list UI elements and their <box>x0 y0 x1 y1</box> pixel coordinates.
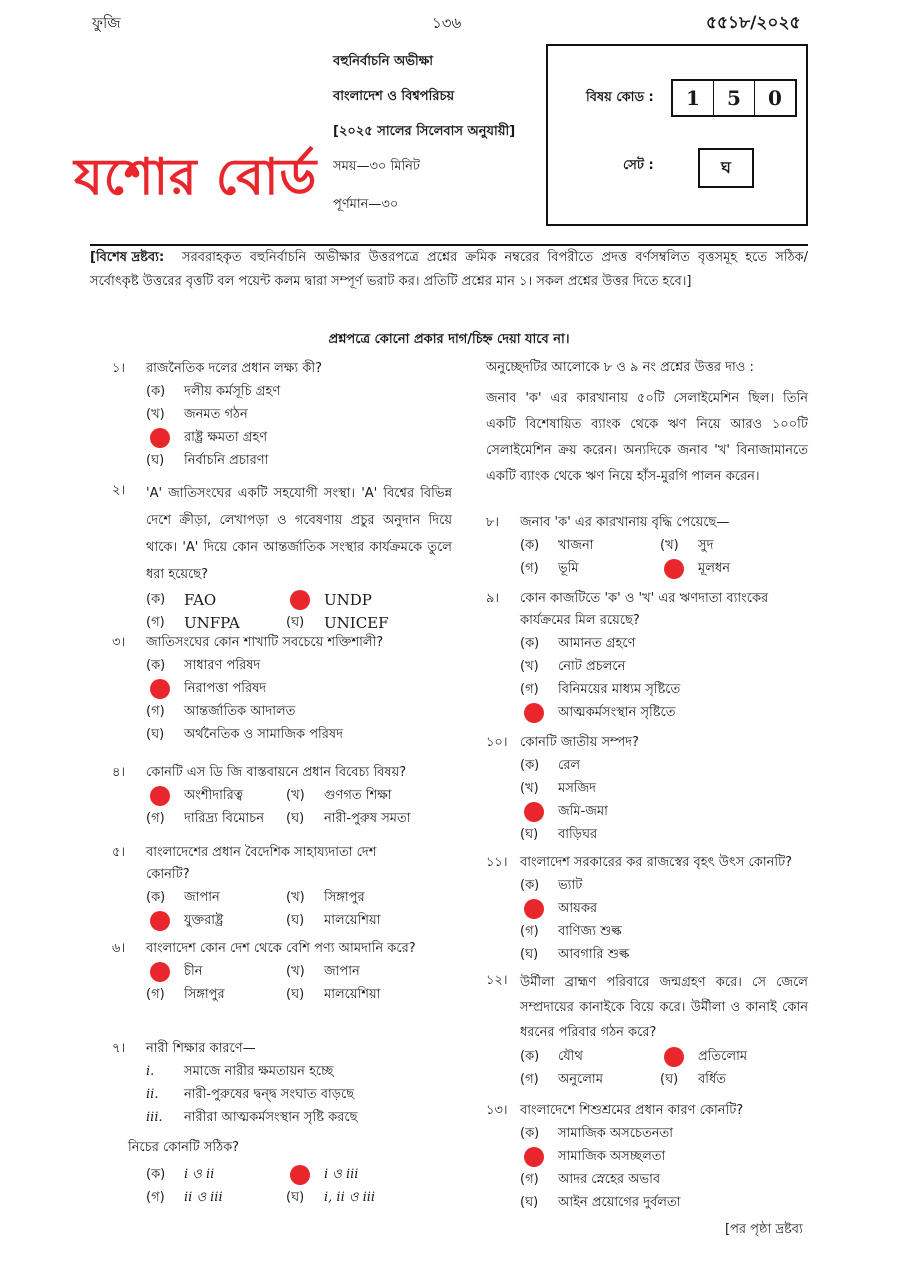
statement-text: সমাজে নারীর ক্ষমতায়ন হচ্ছে <box>184 1063 334 1079</box>
answer-mark-icon <box>524 703 544 723</box>
option-text: ভূমি <box>558 560 579 576</box>
option-label: (গ) <box>146 614 165 630</box>
option-label: (ঘ) <box>660 1071 679 1087</box>
option-text: অংশীদারিত্ব <box>184 787 243 803</box>
option-text: অর্থনৈতিক ও সামাজিক পরিষদ <box>184 726 343 742</box>
exam-subject: বাংলাদেশ ও বিশ্বপরিচয় <box>333 89 455 104</box>
option-text: মূলধন <box>698 560 730 576</box>
option-text: ii ও iii <box>184 1189 223 1205</box>
option-text: জনমত গঠন <box>184 406 248 422</box>
question-text: বাংলাদেশের প্রধান বৈদেশিক সাহায্যদাতা দেশ কোনটি? <box>146 845 377 882</box>
question-number: ২। <box>112 483 126 498</box>
option-text: সামাজিক অসচেতনতা <box>558 1125 674 1141</box>
subject-code-box <box>546 44 808 226</box>
question-text: নারী শিক্ষার কারণে— <box>146 1041 256 1056</box>
header-left: ফুজি <box>92 14 121 32</box>
option-label: (ঘ) <box>286 912 305 928</box>
statement-label: i. <box>146 1063 155 1079</box>
option-text: বাণিজ্য শুল্ক <box>558 923 622 939</box>
option-text: বিনিময়ের মাধ্যম সৃষ্টিতে <box>558 681 681 697</box>
option-text: সামাজিক অসচ্ছলতা <box>558 1148 666 1164</box>
option-text: রেল <box>558 757 581 773</box>
option-label: (ঘ) <box>286 810 305 826</box>
option-text: মসজিদ <box>558 780 596 796</box>
option-label: (গ) <box>146 810 165 826</box>
exam-time: সময়—৩০ মিনিট <box>333 159 421 174</box>
option-label: (ক) <box>520 635 540 651</box>
option-label: (খ) <box>520 658 539 674</box>
passage-intro: অনুচ্ছেদটির আলোকে ৮ ও ৯ নং প্রশ্নের উত্তর দাও : <box>486 360 754 375</box>
option-text: আইন প্রয়োগের দুর্বলতা <box>558 1194 681 1210</box>
option-label: (ক) <box>146 1166 166 1182</box>
option-text: গুণগত শিক্ষা <box>324 787 392 803</box>
option-label: (ঘ) <box>286 614 305 630</box>
option-text: ভ্যাট <box>558 877 583 893</box>
option-label: (খ) <box>286 787 305 803</box>
answer-mark-icon <box>524 1147 544 1167</box>
question-number: ১৩। <box>486 1103 508 1118</box>
option-text: চীন <box>184 963 203 979</box>
option-text: i ও ii <box>184 1166 215 1182</box>
answer-mark-icon <box>524 802 544 822</box>
statement-label: iii. <box>146 1109 163 1125</box>
option-label: (গ) <box>146 986 165 1002</box>
answer-mark-icon <box>524 899 544 919</box>
question-number: ১। <box>112 361 126 376</box>
option-text: আদর স্নেহের অভাব <box>558 1171 661 1187</box>
option-text: যুক্তরাষ্ট্র <box>184 912 224 928</box>
option-label: (ক) <box>520 877 540 893</box>
option-label: (খ) <box>286 963 305 979</box>
option-text: আয়কর <box>558 900 598 916</box>
answer-mark-icon <box>150 962 170 982</box>
option-label: (ক) <box>520 537 540 553</box>
question-number: ১২। <box>486 973 508 988</box>
option-text: নির্বাচনি প্রচারণা <box>184 452 269 468</box>
option-label: (ঘ) <box>520 1194 539 1210</box>
option-label: (ঘ) <box>520 946 539 962</box>
set-value: ঘ <box>698 148 754 188</box>
option-label: (ঘ) <box>520 826 539 842</box>
option-text: যৌথ <box>558 1048 583 1064</box>
question-text: কোন কাজটিতে 'ক' ও 'খ' এর ঋণদাতা ব্যাংকের কার্যক্রমের মিল রয়েছে? <box>520 591 769 628</box>
question-9 <box>486 588 808 724</box>
question-number: ১১। <box>486 855 508 870</box>
question-6 <box>112 938 452 1006</box>
notice-warning: প্রশ্নপত্রে কোনো প্রকার দাগ/চিহ্ন দেয়া যাবে না। <box>328 332 570 347</box>
option-label: (গ) <box>520 923 539 939</box>
option-label: (গ) <box>520 560 539 576</box>
question-number: ৪। <box>112 765 126 780</box>
option-label: (ক) <box>146 657 166 673</box>
option-label: (গ) <box>146 1189 165 1205</box>
question-7 <box>112 1038 452 1209</box>
answer-mark-icon <box>290 1165 310 1185</box>
question-number: ৯। <box>486 591 500 606</box>
answer-mark-icon <box>150 786 170 806</box>
answer-mark-icon <box>664 1047 684 1067</box>
option-text: UNFPA <box>184 613 240 632</box>
option-text: নোট প্রচলনে <box>558 658 626 674</box>
question-text: বাংলাদেশ সরকারের কর রাজস্বের বৃহৎ উৎস কোনটি? <box>520 855 793 870</box>
option-text: i, ii ও iii <box>324 1189 376 1205</box>
statement-text: নারীরা আত্মকর্মসংস্থান সৃষ্টি করছে <box>184 1109 358 1125</box>
question-text: রাজনৈতিক দলের প্রধান লক্ষ্য কী? <box>146 361 322 376</box>
option-label: (গ) <box>520 1071 539 1087</box>
option-text: নিরাপত্তা পরিষদ <box>184 680 267 696</box>
option-text: প্রতিলোম <box>698 1048 748 1064</box>
option-text: মালয়েশিয়া <box>324 986 381 1002</box>
option-text: সুদ <box>698 537 714 553</box>
question-1 <box>112 358 452 472</box>
question-13 <box>486 1100 808 1214</box>
notice-text: সরবরাহকৃত বহুনির্বাচনি অভীক্ষার উত্তরপত্রে প্রশ্নের ক্রমিক নম্বরের বিপরীতে প্রদত্ত বর্ণসম্বলিত বৃত্তসমূহ হতে সঠিক/সর্বোৎকৃষ্ট উত্তরের বৃত্তটি বল পয়েন্ট কলম দ্বারা সম্পূর্ণ ভরাট কর। প্রতিটি প্রশ্নের মান ১। সকল প্রশ্নের উত্তর দিতে হবে।] <box>90 250 808 289</box>
question-prompt: নিচের কোনটি সঠিক? <box>128 1140 240 1155</box>
option-text: আত্মকর্মসংস্থান সৃষ্টিতে <box>558 704 676 720</box>
question-text: জনাব 'ক' এর কারখানায় বৃদ্ধি পেয়েছে— <box>520 515 730 530</box>
option-text: অনুলোম <box>558 1071 603 1087</box>
statement-label: ii. <box>146 1086 159 1102</box>
option-label: (খ) <box>146 406 165 422</box>
answer-mark-icon <box>150 679 170 699</box>
notice-label: [বিশেষ দ্রষ্টব্য: <box>90 250 165 265</box>
option-label: (খ) <box>660 537 679 553</box>
question-number: ৫। <box>112 845 126 860</box>
statement-text: নারী-পুরুষের দ্বন্দ্ব সংঘাত বাড়ছে <box>184 1086 355 1102</box>
option-label: (ঘ) <box>286 986 305 1002</box>
set-label: সেট : <box>623 158 654 173</box>
paper-code: ৫৫১৮/২০২৫ <box>706 13 801 33</box>
option-text: মালয়েশিয়া <box>324 912 381 928</box>
next-page-note: [পর পৃষ্ঠা দ্রষ্টব্য <box>725 1222 803 1237</box>
subject-code-digits <box>671 79 797 117</box>
option-label: (ক) <box>146 889 166 905</box>
question-text: বাংলাদেশে শিশুশ্রমের প্রধান কারণ কোনটি? <box>520 1103 744 1118</box>
option-label: (ঘ) <box>146 726 165 742</box>
exam-type: বহুনির্বাচনি অভীক্ষা <box>333 54 434 69</box>
question-4 <box>112 762 452 830</box>
option-label: (গ) <box>146 703 165 719</box>
option-text: দারিদ্র্য বিমোচন <box>184 810 264 826</box>
option-text: UNDP <box>324 590 372 609</box>
option-text: দলীয় কর্মসূচি গ্রহণ <box>184 383 281 399</box>
option-label: (গ) <box>520 681 539 697</box>
option-label: (ক) <box>520 1125 540 1141</box>
question-number: ১০। <box>486 735 508 750</box>
option-text: জাপান <box>184 889 220 905</box>
option-text: খাজনা <box>558 537 594 553</box>
question-8 <box>486 512 808 580</box>
option-text: রাষ্ট্র ক্ষমতা গ্রহণ <box>184 429 268 445</box>
option-label: (ক) <box>520 757 540 773</box>
question-text: কোনটি জাতীয় সম্পদ? <box>520 735 639 750</box>
question-11 <box>486 852 808 966</box>
option-text: জমি-জমা <box>558 803 608 819</box>
question-10 <box>486 732 808 846</box>
option-text: সাধারণ পরিষদ <box>184 657 261 673</box>
option-text: আবগারি শুল্ক <box>558 946 630 962</box>
option-text: নারী-পুরুষ সমতা <box>324 810 411 826</box>
question-5 <box>112 842 452 932</box>
question-number: ৬। <box>112 941 126 956</box>
option-label: (ঘ) <box>146 452 165 468</box>
code-digit: 0 <box>768 86 782 110</box>
option-text: বর্ধিত <box>698 1071 726 1087</box>
question-text: কোনটি এস ডি জি বাস্তবায়নে প্রধান বিবেচ্য বিষয়? <box>146 765 407 780</box>
question-text: জাতিসংঘের কোন শাখাটি সবচেয়ে শক্তিশালী? <box>146 635 384 650</box>
question-text: বাংলাদেশ কোন দেশ থেকে বেশি পণ্য আমদানি করে? <box>146 941 416 956</box>
option-text: FAO <box>184 590 217 609</box>
exam-syllabus: [২০২৫ সালের সিলেবাস অনুযায়ী] <box>333 124 516 139</box>
question-12 <box>486 970 808 1091</box>
option-label: (ক) <box>146 591 166 607</box>
question-3 <box>112 632 452 746</box>
option-text: সিঙ্গাপুর <box>324 889 365 905</box>
option-label: (খ) <box>286 889 305 905</box>
code-digit: 1 <box>673 81 714 115</box>
option-text: সিঙ্গাপুর <box>184 986 225 1002</box>
exam-marks: পূর্ণমান—৩০ <box>333 197 399 212</box>
question-2 <box>112 480 452 634</box>
option-text: বাড়িঘর <box>558 826 598 842</box>
code-digit: 5 <box>714 81 755 115</box>
option-text: আমানত গ্রহণে <box>558 635 636 651</box>
option-label: (ক) <box>146 383 166 399</box>
question-text: 'A' জাতিসংঘের একটি সহযোগী সংস্থা। 'A' বিশ্বের বিভিন্ন দেশে ক্রীড়া, লেখাপড়া ও গবেষণায় প্রচুর অনুদান দিয়ে থাকে। 'A' দিয়ে কোন আন্তর্জাতিক সংস্থার কার্যক্রমকে তুলে ধরা হয়েছে? <box>146 486 452 582</box>
option-text: i ও iii <box>324 1166 359 1182</box>
question-text: উর্মীলা ব্রাহ্মণ পরিবারে জন্মগ্রহণ করে। সে জেলে সম্প্রদায়ের কানাইকে বিয়ে করে। উর্মীলা ও কানাই কোন ধরনের পরিবার গঠন করে? <box>520 975 808 1040</box>
question-number: ৩। <box>112 635 126 650</box>
board-name: যশোর বোর্ড <box>74 147 318 206</box>
subject-code-label: বিষয় কোড : <box>586 90 654 105</box>
answer-mark-icon <box>150 911 170 931</box>
option-label: (ক) <box>520 1048 540 1064</box>
answer-mark-icon <box>150 428 170 448</box>
passage-text: জনাব 'ক' এর কারখানায় ৫০টি সেলাইমেশিন ছিল। তিনি একটি বিশেষায়িত ব্যাংক থেকে ঋণ নিয়ে আরও ১০০টি সেলাইমেশিন ক্রয় করেন। অন্যদিকে জনাব 'খ' বিনাজামানতে একটি ব্যাংক থেকে ঋণ নিয়ে হাঁস-মুরগি পালন করেন। <box>486 391 808 484</box>
option-text: UNICEF <box>324 613 389 632</box>
option-label: (খ) <box>520 780 539 796</box>
question-number: ৭। <box>112 1041 126 1056</box>
answer-mark-icon <box>290 590 310 610</box>
option-text: আন্তর্জাতিক আদালত <box>184 703 296 719</box>
option-text: জাপান <box>324 963 360 979</box>
page-number: ১৩৬ <box>432 14 462 32</box>
option-label: (গ) <box>520 1171 539 1187</box>
answer-mark-icon <box>664 559 684 579</box>
option-label: (ঘ) <box>286 1189 305 1205</box>
question-number: ৮। <box>486 515 500 530</box>
